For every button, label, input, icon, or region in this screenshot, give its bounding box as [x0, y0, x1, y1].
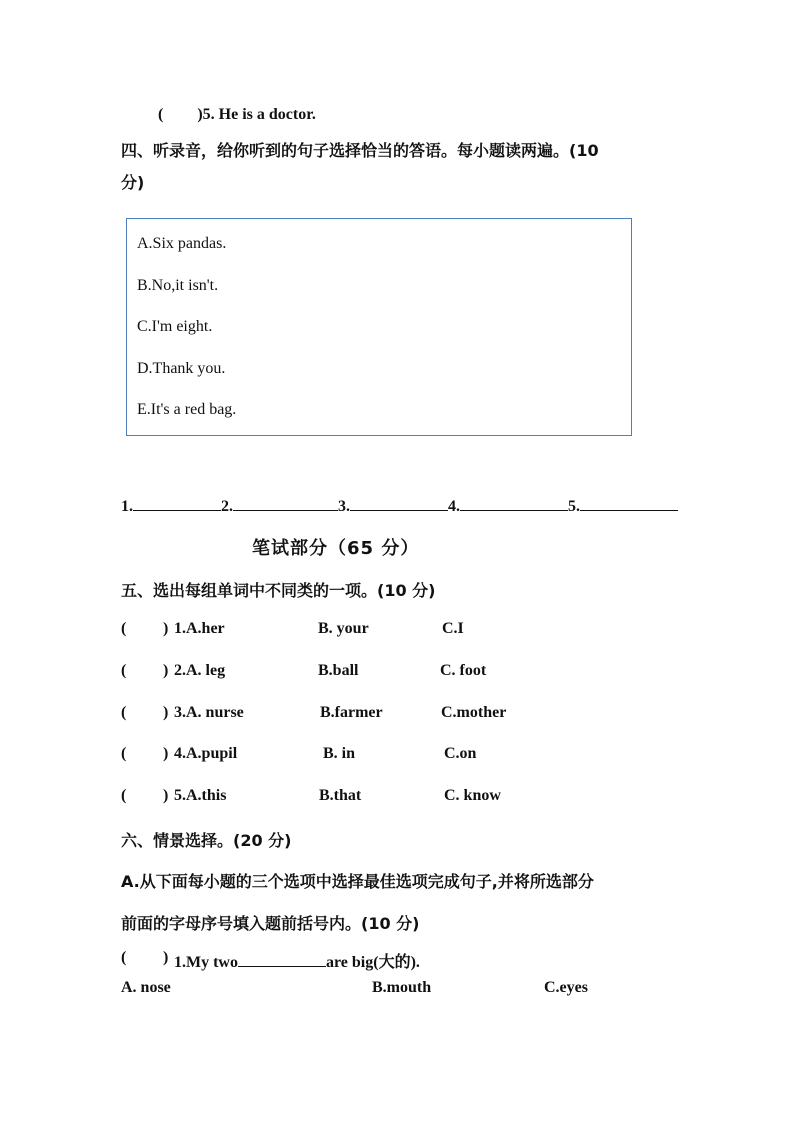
- answer-paren-close: ): [197, 106, 203, 123]
- fill-in-blank[interactable]: [238, 952, 326, 967]
- choice-c: C. know: [444, 787, 501, 804]
- choice-b: B. in: [323, 745, 356, 762]
- choice-c: C.mother: [441, 704, 507, 721]
- option-a: A.Six pandas.: [137, 235, 227, 252]
- list-item: ( ) 4.A.pupil B. in C.on: [121, 745, 477, 762]
- section-title: 六、情景选择。(20 分): [121, 831, 292, 850]
- list-item: ( ) 2.A. leg B.ball C. foot: [121, 662, 487, 679]
- answer-label-1: 1.: [121, 498, 133, 515]
- answer-blanks-row: [121, 496, 678, 516]
- answer-blank-2[interactable]: [233, 496, 338, 511]
- choice-a: A. nose: [121, 979, 171, 996]
- answer-paren-open: (: [158, 106, 164, 123]
- instruction-text: A.从下面每小题的三个选项中选择最佳选项完成句子,并将所选部分: [121, 872, 594, 891]
- choice-c: C.on: [444, 745, 477, 762]
- option-d: D.Thank you.: [137, 360, 226, 377]
- option-c: C.I'm eight.: [137, 318, 213, 335]
- answer-blank-5[interactable]: [580, 496, 678, 511]
- choice-a: 1.A.her: [174, 620, 225, 637]
- answer-blank-1[interactable]: [133, 496, 221, 511]
- written-part-title: 笔试部分（65 分）: [252, 538, 420, 559]
- option-b: B.No,it isn't.: [137, 277, 219, 294]
- choice-c: C.eyes: [544, 979, 588, 996]
- choice-b: B.farmer: [320, 704, 383, 721]
- question-text: 5. He is a doctor.: [202, 106, 316, 123]
- choice-a: 5.A.this: [174, 787, 227, 804]
- choice-b: B.ball: [318, 662, 359, 679]
- choice-a: 4.A.pupil: [174, 745, 238, 762]
- choice-a: 3.A. nurse: [174, 704, 244, 721]
- choice-c: C.I: [442, 620, 464, 637]
- answer-blank-3[interactable]: [350, 496, 448, 511]
- answer-label-3: 3.: [338, 498, 350, 515]
- section-title-continued: 分): [121, 173, 145, 192]
- list-item: ( ) 5.A.this B.that C. know: [121, 787, 501, 804]
- choices-row: [121, 979, 681, 1001]
- section-title: 四、听录音，给你听到的句子选择恰当的答语。每小题读两遍。(10: [121, 141, 599, 160]
- choice-b: B. your: [318, 620, 369, 637]
- answer-label-5: 5.: [568, 498, 580, 515]
- section-title: 五、选出每组单词中不同类的一项。(10 分): [121, 581, 436, 600]
- option-e: E.It's a red bag.: [137, 401, 237, 418]
- question-line: ( ) 1.My two are big(大的).: [121, 949, 420, 971]
- answer-label-4: 4.: [448, 498, 460, 515]
- answer-blank-4[interactable]: [460, 496, 568, 511]
- choice-b: B.that: [319, 787, 362, 804]
- question-text: 1.My two: [174, 954, 238, 971]
- choice-b: B.mouth: [372, 979, 432, 996]
- list-item: ( ) 1.A.her B. your C.I: [121, 620, 464, 637]
- list-item: ( ) 3.A. nurse B.farmer C.mother: [121, 704, 507, 721]
- choice-c: C. foot: [440, 662, 487, 679]
- instruction-text: 前面的字母序号填入题前括号内。(10 分): [121, 914, 420, 933]
- answer-label-2: 2.: [221, 498, 233, 515]
- question-line: [158, 106, 316, 124]
- answer-options-box: [126, 218, 632, 436]
- question-text-suffix: are big(大的).: [325, 954, 420, 971]
- choice-a: 2.A. leg: [174, 662, 226, 679]
